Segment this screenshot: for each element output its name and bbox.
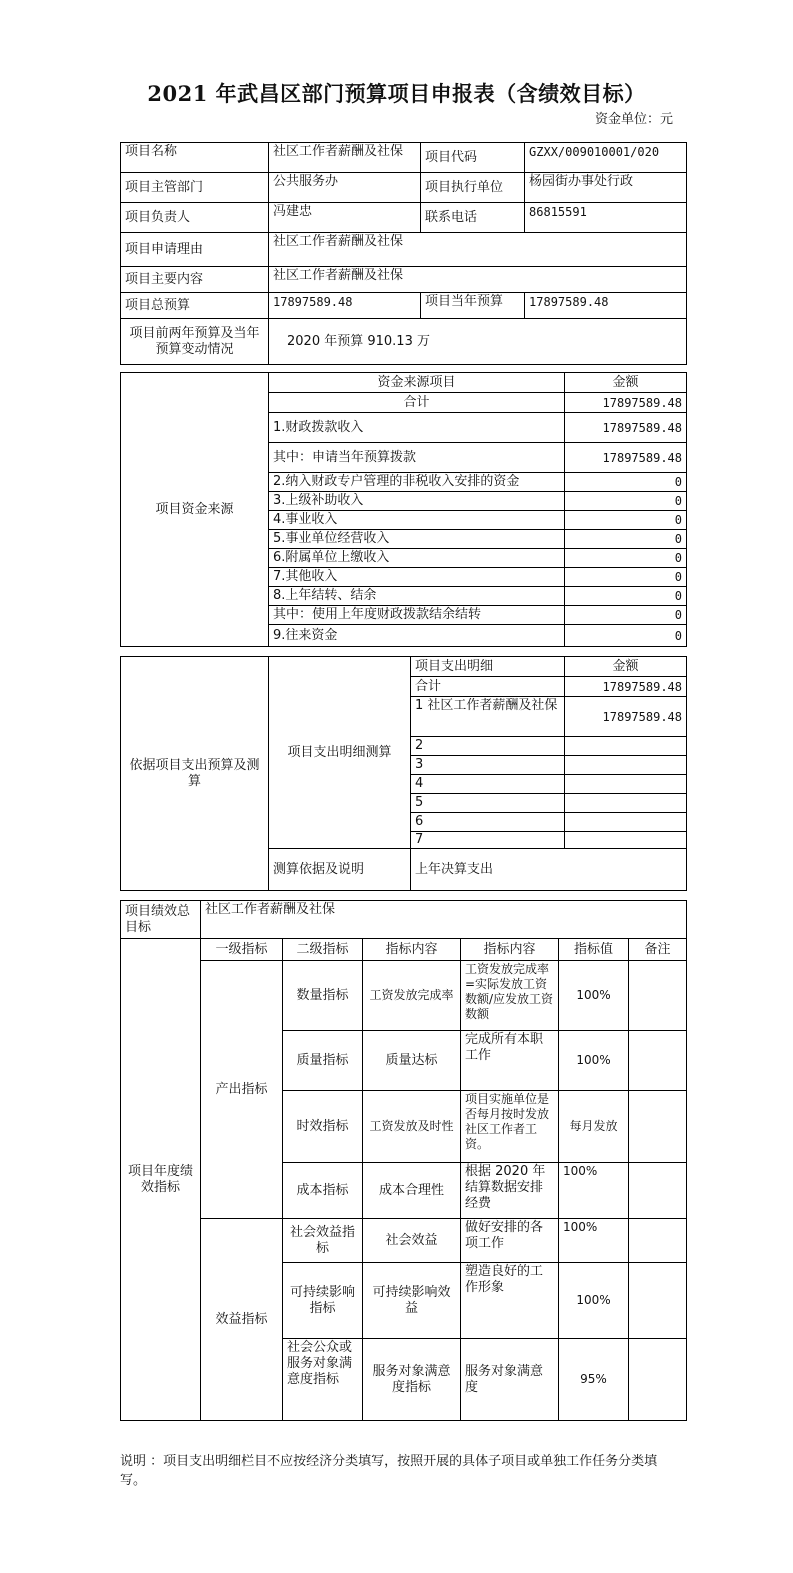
reason-label: 项目申请理由: [121, 233, 269, 267]
funding-item: 5.事业单位经营收入: [269, 530, 565, 549]
change-label: 项目前两年预算及当年预算变动情况: [121, 319, 269, 365]
content-label: 项目主要内容: [121, 267, 269, 293]
funding-col-amount: 金额: [565, 373, 687, 393]
level2-cell: 成本指标: [283, 1163, 363, 1219]
expense-item: 4: [411, 775, 565, 794]
year-budget-value: 17897589.48: [525, 293, 687, 319]
header-level2: 二级指标: [283, 939, 363, 961]
remark-cell: [629, 1031, 687, 1091]
funding-amount: 0: [565, 587, 687, 606]
exec-value: 杨园街办事处行政: [525, 173, 687, 203]
value-cell: 100%: [559, 1263, 629, 1339]
expense-item: 5: [411, 794, 565, 813]
remark-cell: [629, 1091, 687, 1163]
detail-cell: 做好安排的各项工作: [461, 1219, 559, 1263]
value-cell: 100%: [559, 1219, 629, 1263]
expense-amount: [565, 756, 687, 775]
level2-cell: 社会效益指标: [283, 1219, 363, 1263]
funding-amount: 17897589.48: [565, 413, 687, 443]
goal-label: 项目绩效总目标: [121, 901, 201, 939]
performance-table: [120, 900, 687, 1421]
detail-cell: 完成所有本职工作: [461, 1031, 559, 1091]
year-budget-label: 项目当年预算: [421, 293, 525, 319]
reason-value: 社区工作者薪酬及社保: [269, 233, 687, 267]
level1-output: 产出指标: [201, 961, 283, 1219]
change-value: 2020 年预算 910.13 万: [269, 319, 687, 365]
funding-amount: 0: [565, 473, 687, 492]
funding-amount: 0: [565, 606, 687, 625]
header-content: 指标内容: [363, 939, 461, 961]
funding-amount: 0: [565, 530, 687, 549]
phone-value: 86815591: [525, 203, 687, 233]
content-value: 社区工作者薪酬及社保: [269, 267, 687, 293]
basis-value: 上年决算支出: [411, 849, 687, 891]
funding-item: 合计: [269, 393, 565, 413]
content-cell: 可持续影响效益: [363, 1263, 461, 1339]
funding-amount: 0: [565, 568, 687, 587]
expense-amount: [565, 832, 687, 849]
total-value: 17897589.48: [269, 293, 421, 319]
dept-value: 公共服务办: [269, 173, 421, 203]
expense-amount: [565, 737, 687, 756]
funding-item: 3.上级补助收入: [269, 492, 565, 511]
header-value: 指标值: [559, 939, 629, 961]
value-cell: 95%: [559, 1339, 629, 1421]
content-cell: 工资发放完成率: [363, 961, 461, 1031]
phone-label: 联系电话: [421, 203, 525, 233]
funding-col-item: 资金来源项目: [269, 373, 565, 393]
expense-amount: 17897589.48: [565, 697, 687, 737]
expense-item: 合计: [411, 677, 565, 697]
funding-item: 4.事业收入: [269, 511, 565, 530]
detail-cell: 工资发放完成率=实际发放工资数额/应发放工资数额: [461, 961, 559, 1031]
expense-amount: 17897589.48: [565, 677, 687, 697]
header-remark: 备注: [629, 939, 687, 961]
goal-value: 社区工作者薪酬及社保: [201, 901, 687, 939]
funding-amount: 0: [565, 492, 687, 511]
dept-label: 项目主管部门: [121, 173, 269, 203]
funding-table: [120, 372, 687, 647]
expense-item: 6: [411, 813, 565, 832]
exec-label: 项目执行单位: [421, 173, 525, 203]
funding-item: 6.附属单位上缴收入: [269, 549, 565, 568]
value-cell: 100%: [559, 1163, 629, 1219]
currency-unit: 资金单位：元: [594, 112, 673, 127]
expense-item: 1 社区工作者薪酬及社保: [411, 697, 565, 737]
total-label: 项目总预算: [121, 293, 269, 319]
code-label: 项目代码: [421, 143, 525, 173]
funding-item: 2.纳入财政专户管理的非税收入安排的资金: [269, 473, 565, 492]
funding-amount: 0: [565, 625, 687, 647]
remark-cell: [629, 1263, 687, 1339]
value-cell: 100%: [559, 1031, 629, 1091]
expense-item: 7: [411, 832, 565, 849]
name-label: 项目名称: [121, 143, 269, 173]
level2-cell: 数量指标: [283, 961, 363, 1031]
funding-label: 项目资金来源: [121, 373, 269, 647]
funding-amount: 0: [565, 549, 687, 568]
level2-cell: 质量指标: [283, 1031, 363, 1091]
expense-amount: [565, 775, 687, 794]
level1-benefit: 效益指标: [201, 1219, 283, 1421]
value-cell: 每月发放: [559, 1091, 629, 1163]
level2-cell: 社会公众或服务对象满意度指标: [283, 1339, 363, 1421]
footnote: 说明 ：项目支出明细栏目不应按经济分类填写，按照开展的具体子项目或单独工作任务分类填写。: [120, 1454, 658, 1488]
content-cell: 工资发放及时性: [363, 1091, 461, 1163]
header-detail: 指标内容: [461, 939, 559, 961]
remark-cell: [629, 1219, 687, 1263]
funding-item: 9.往来资金: [269, 625, 565, 647]
funding-item: 其中：申请当年预算拨款: [269, 443, 565, 473]
remark-cell: [629, 1339, 687, 1421]
funding-item: 7.其他收入: [269, 568, 565, 587]
detail-cell: 服务对象满意度: [461, 1339, 559, 1421]
expense-amount: [565, 794, 687, 813]
remark-cell: [629, 961, 687, 1031]
annual-label: 项目年度绩效指标: [121, 939, 201, 1421]
detail-cell: 项目实施单位是否每月按时发放社区工作者工资。: [461, 1091, 559, 1163]
content-cell: 服务对象满意度指标: [363, 1339, 461, 1421]
funding-amount: 17897589.48: [565, 443, 687, 473]
content-cell: 质量达标: [363, 1031, 461, 1091]
name-value: 社区工作者薪酬及社保: [269, 143, 421, 173]
detail-cell: 塑造良好的工作形象: [461, 1263, 559, 1339]
leader-label: 项目负责人: [121, 203, 269, 233]
expense-col-amount: 金额: [565, 657, 687, 677]
remark-cell: [629, 1163, 687, 1219]
expense-item: 3: [411, 756, 565, 775]
detail-cell: 根据 2020 年结算数据安排经费: [461, 1163, 559, 1219]
funding-amount: 17897589.48: [565, 393, 687, 413]
header-level1: 一级指标: [201, 939, 283, 961]
expense-amount: [565, 813, 687, 832]
project-info-table: [120, 142, 687, 365]
page-title: 2021 年武昌区部门预算项目申报表（含绩效目标）: [147, 81, 646, 106]
basis-label: 测算依据及说明: [269, 849, 411, 891]
level2-cell: 可持续影响指标: [283, 1263, 363, 1339]
leader-value: 冯建忠: [269, 203, 421, 233]
content-cell: 成本合理性: [363, 1163, 461, 1219]
funding-item: 1.财政拨款收入: [269, 413, 565, 443]
expense-item: 2: [411, 737, 565, 756]
expense-table: [120, 656, 687, 891]
funding-amount: 0: [565, 511, 687, 530]
funding-item: 8.上年结转、结余: [269, 587, 565, 606]
expense-label: 依据项目支出预算及测算: [121, 657, 269, 891]
expense-sub-label: 项目支出明细测算: [269, 657, 411, 849]
expense-col-item: 项目支出明细: [411, 657, 565, 677]
level2-cell: 时效指标: [283, 1091, 363, 1163]
content-cell: 社会效益: [363, 1219, 461, 1263]
code-value: GZXX/009010001/020: [525, 143, 687, 173]
funding-item: 其中：使用上年度财政拨款结余结转: [269, 606, 565, 625]
value-cell: 100%: [559, 961, 629, 1031]
